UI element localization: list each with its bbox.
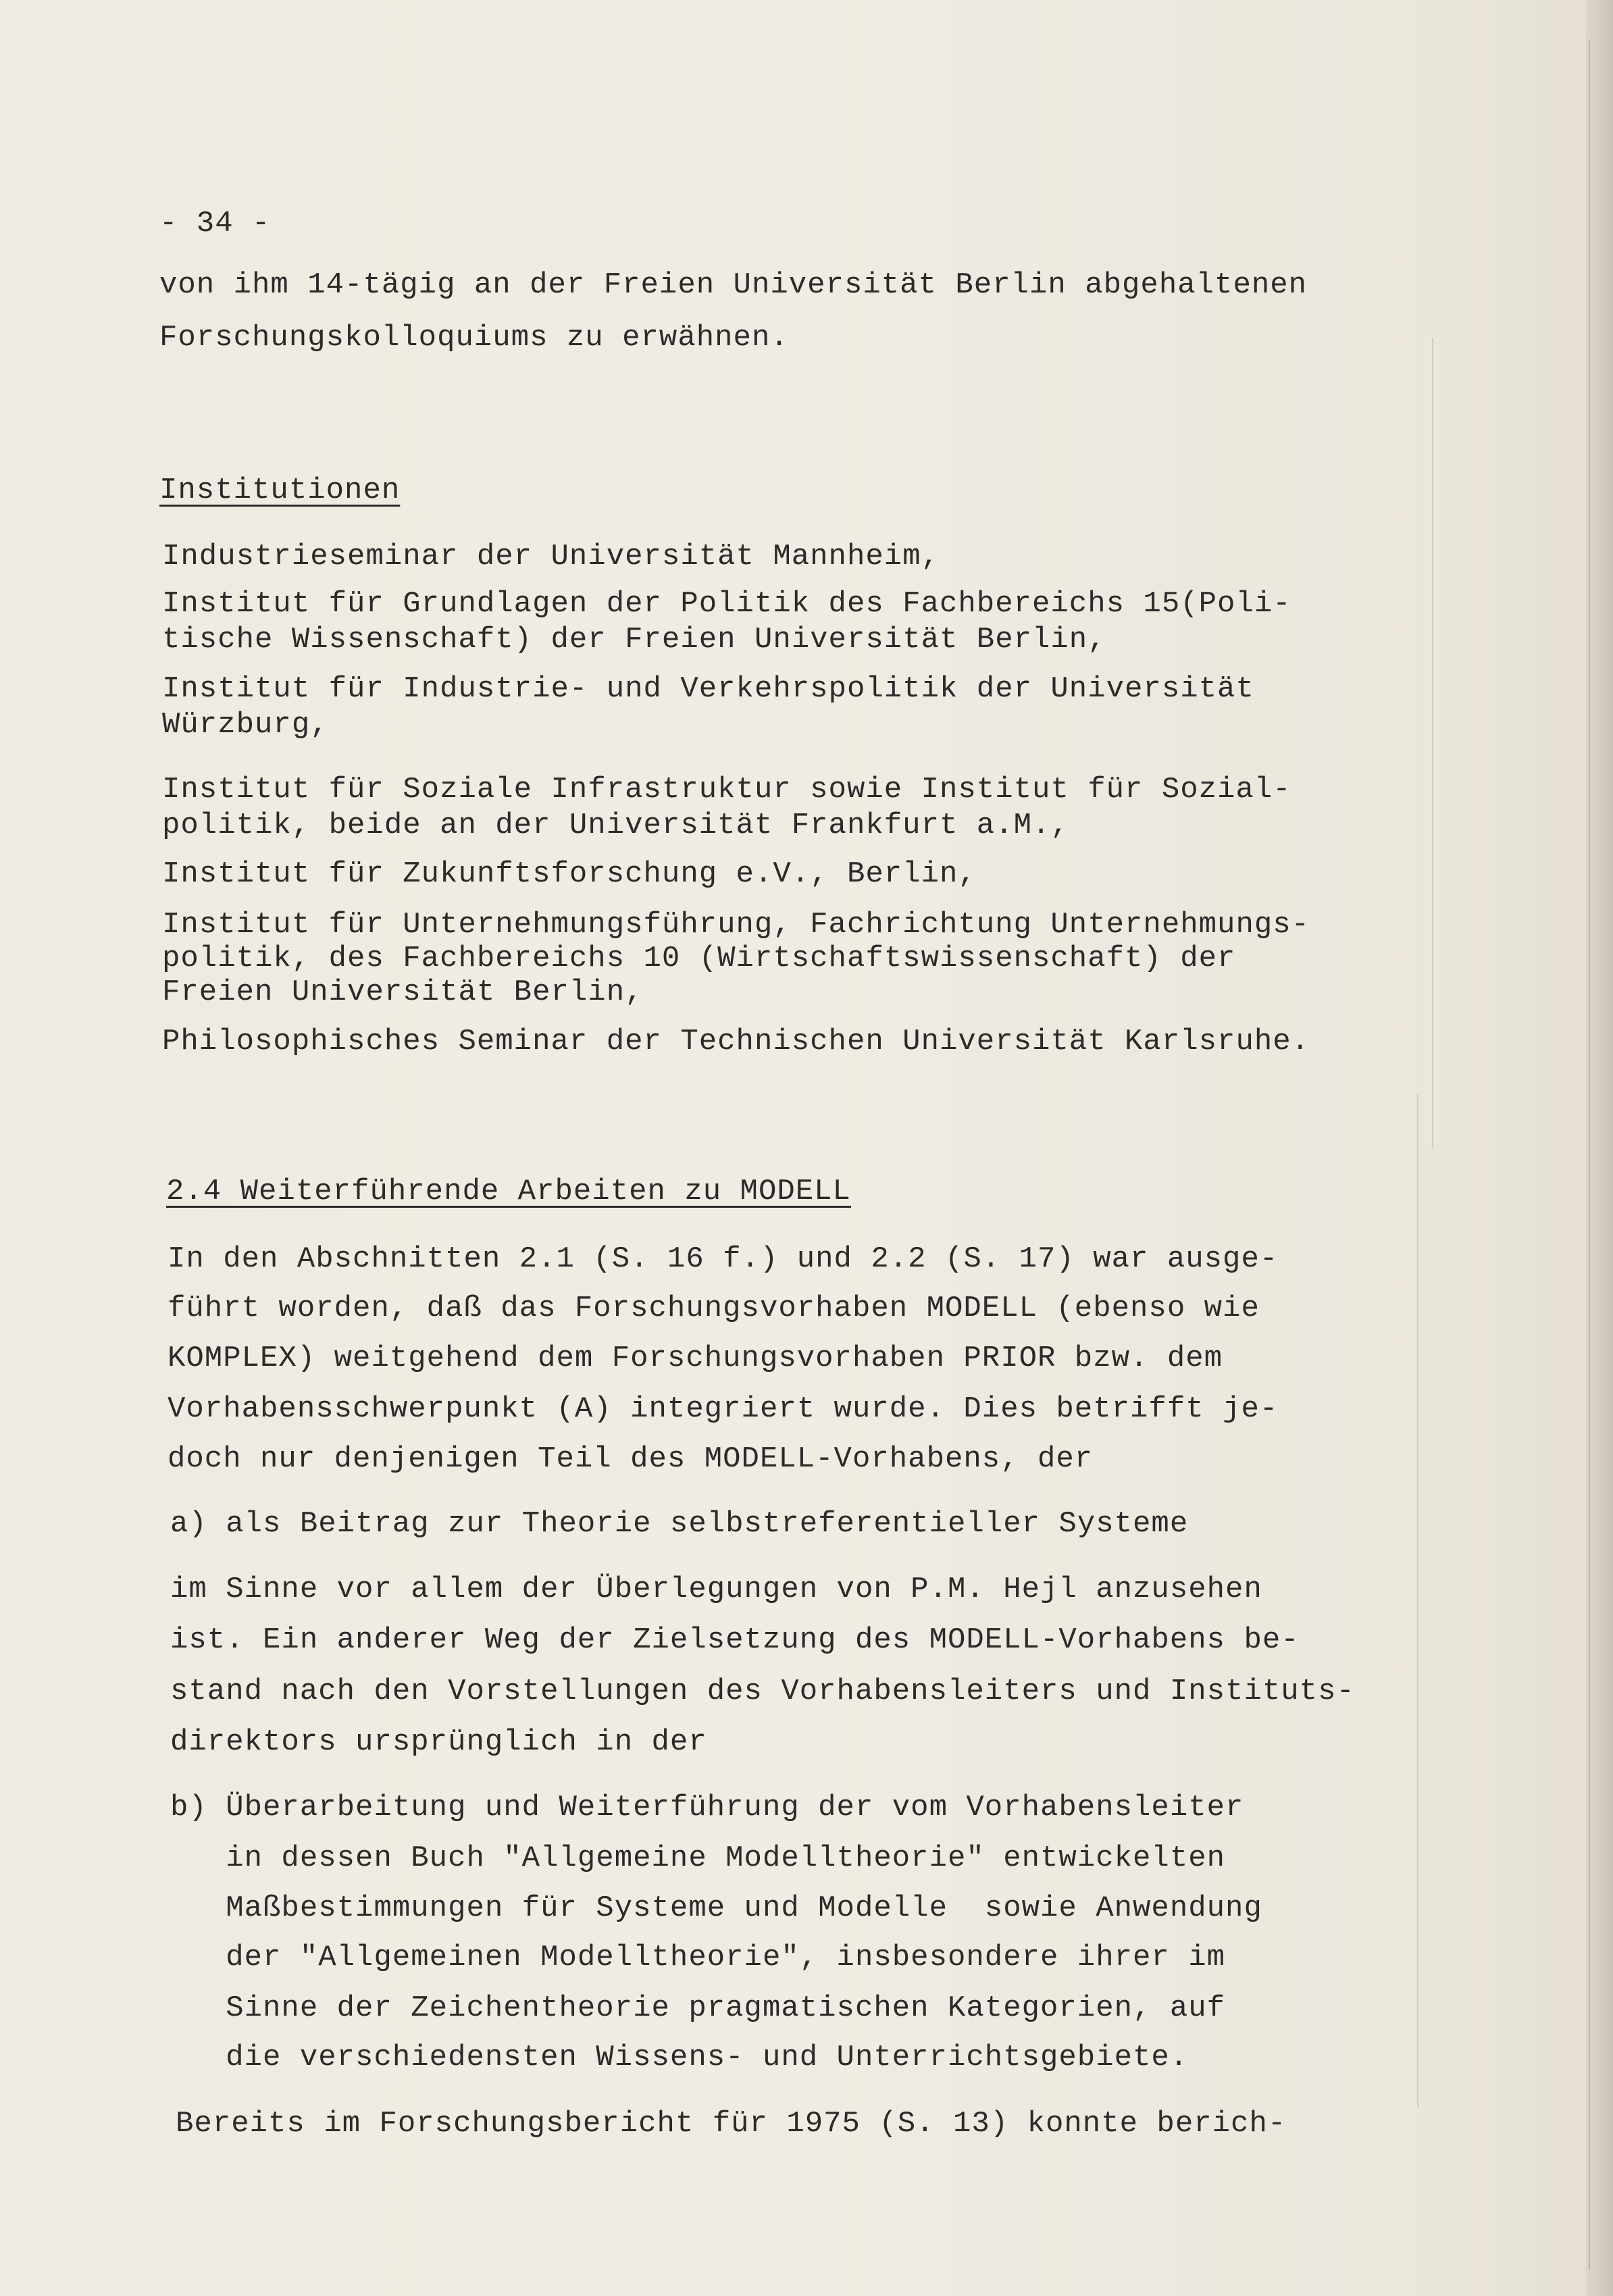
institution-line: politik, des Fachbereichs 10 (Wirtschaftswissenschaft) der [162,942,1236,975]
list-item-b: Sinne der Zeichentheorie pragmatischen Kategorien, auf [170,1991,1226,2025]
intro-line: von ihm 14-tägig an der Freien Universität Berlin abgehaltenen [159,268,1308,302]
institution-line: Industrieseminar der Universität Mannheim, [162,540,940,573]
page-number: - 34 - [159,207,271,240]
paragraph-line: Vorhabensschwerpunkt (A) integriert wurde. Dies betrifft je- [168,1392,1279,1426]
paragraph-line: im Sinne vor allem der Überlegungen von P.M. Hejl anzusehen [170,1573,1262,1606]
list-item-b: die verschiedensten Wissens- und Unterrichtsgebiete. [170,2041,1189,2074]
paragraph-line: ist. Ein anderer Weg der Zielsetzung des MODELL-Vorhabens be- [170,1623,1300,1657]
institution-line: Institut für Soziale Infrastruktur sowie Institut für Sozial- [162,773,1291,807]
paragraph-line: KOMPLEX) weitgehend dem Forschungsvorhaben PRIOR bzw. dem [168,1342,1223,1375]
institution-line: Würzburg, [162,708,329,742]
paragraph-line: Bereits im Forschungsbericht für 1975 (S. 13) konnte berich- [176,2107,1287,2141]
page-edge [1586,0,1613,2296]
institution-line: Institut für Industrie- und Verkehrspolitik der Universität [162,672,1254,706]
list-item-b: der "Allgemeinen Modelltheorie", insbesondere ihrer im [170,1941,1226,1974]
list-item-b: b) Überarbeitung und Weiterführung der vom Vorhabensleiter [170,1791,1244,1825]
list-item-a: a) als Beitrag zur Theorie selbstreferentieller Systeme [170,1507,1189,1541]
page-fold-line [1589,41,1590,2270]
paragraph-line: direktors ursprünglich in der [170,1725,707,1759]
list-item-b: in dessen Buch "Allgemeine Modelltheorie" entwickelten [170,1841,1226,1875]
paragraph-line: doch nur denjenigen Teil des MODELL-Vorhabens, der [168,1442,1094,1476]
paragraph-line: führt worden, daß das Forschungsvorhaben MODELL (ebenso wie [168,1292,1260,1325]
margin-guide-line [1432,338,1433,1148]
institution-line: Institut für Grundlagen der Politik des Fachbereichs 15(Poli- [162,587,1291,621]
institutions-heading: Institutionen [159,474,401,507]
list-item-b: Maßbestimmungen für Systeme und Modelle sowie Anwendung [170,1891,1262,1925]
section-heading: 2.4 Weiterführende Arbeiten zu MODELL [166,1175,851,1208]
institution-line: Institut für Unternehmungsführung, Fachrichtung Unternehmungs- [162,908,1310,942]
institution-line: Institut für Zukunftsforschung e.V., Berlin, [162,857,977,891]
intro-line: Forschungskolloquiums zu erwähnen. [159,321,789,355]
institution-line: politik, beide an der Universität Frankfurt a.M., [162,809,1069,842]
margin-guide-line [1417,1094,1418,2108]
institution-line: Philosophisches Seminar der Technischen Universität Karlsruhe. [162,1025,1310,1058]
paragraph-line: In den Abschnitten 2.1 (S. 16 f.) und 2.2 (S. 17) war ausge- [168,1242,1279,1276]
institution-line: tische Wissenschaft) der Freien Universität Berlin, [162,623,1106,657]
institution-line: Freien Universität Berlin, [162,975,644,1009]
paragraph-line: stand nach den Vorstellungen des Vorhabensleiters und Instituts- [170,1675,1355,1708]
